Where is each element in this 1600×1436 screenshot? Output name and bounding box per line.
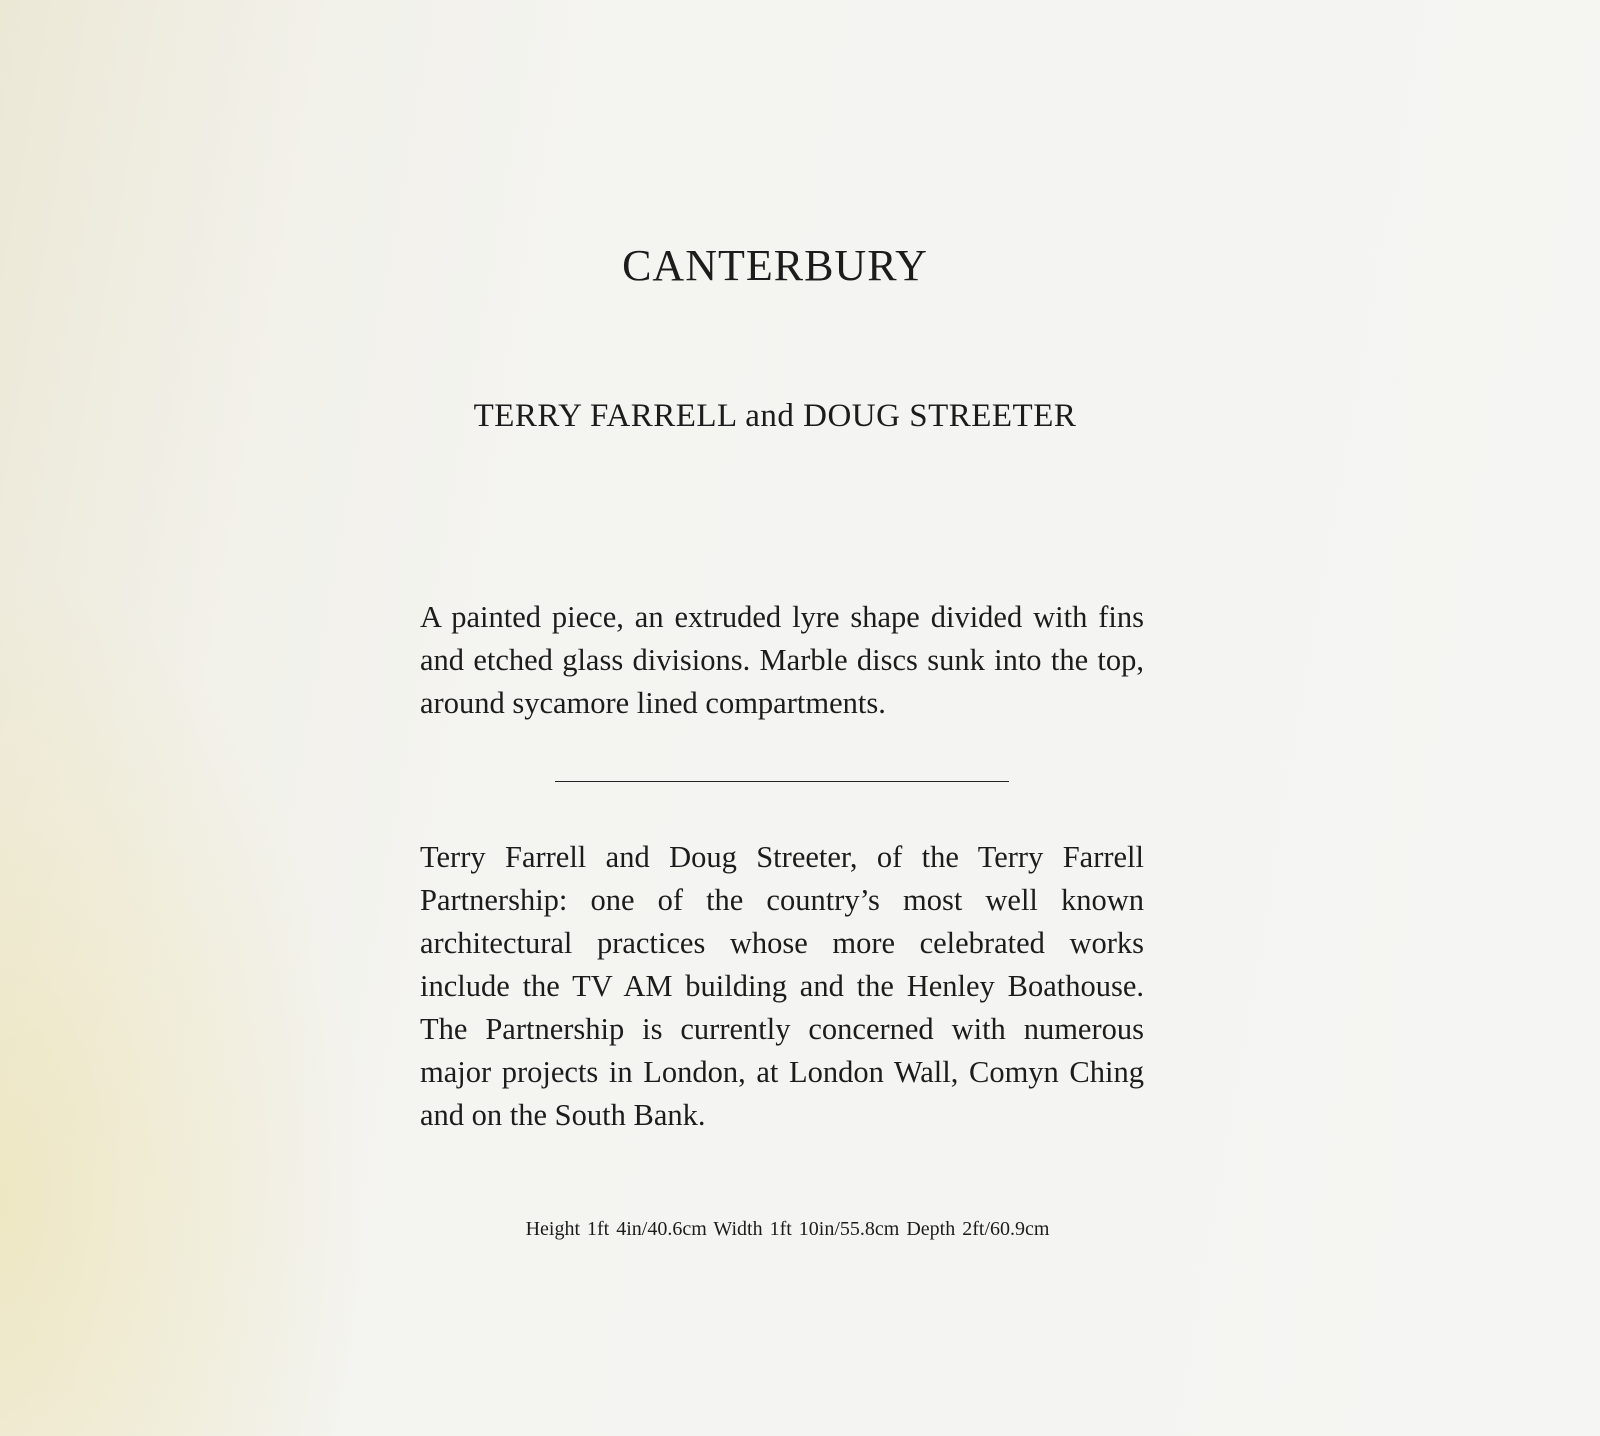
dimensions-line: Height 1ft 4in/40.6cm Width 1ft 10in/55.8cm Depth 2ft/60.9cm [525, 1218, 1050, 1240]
description-paragraph: A painted piece, an extruded lyre shape divided with fins and etched glass divisions. Marble discs sunk into the top, around sycamore lined compartments. [420, 600, 1144, 720]
authors-heading: TERRY FARRELL and DOUG STREETER [473, 398, 1077, 434]
page-title: CANTERBURY [622, 241, 928, 290]
biography-paragraph: Terry Farrell and Doug Streeter, of the Terry Farrell Partnership: one of the country’s most well known architectural practices whose more celebrated works include the TV AM building and the Henley Boathouse. The Partnership is currently concerned with numerous major projects in London, at London Wall, Comyn Ching and on the South Bank. [420, 840, 1144, 1132]
divider-rule [555, 781, 1009, 782]
